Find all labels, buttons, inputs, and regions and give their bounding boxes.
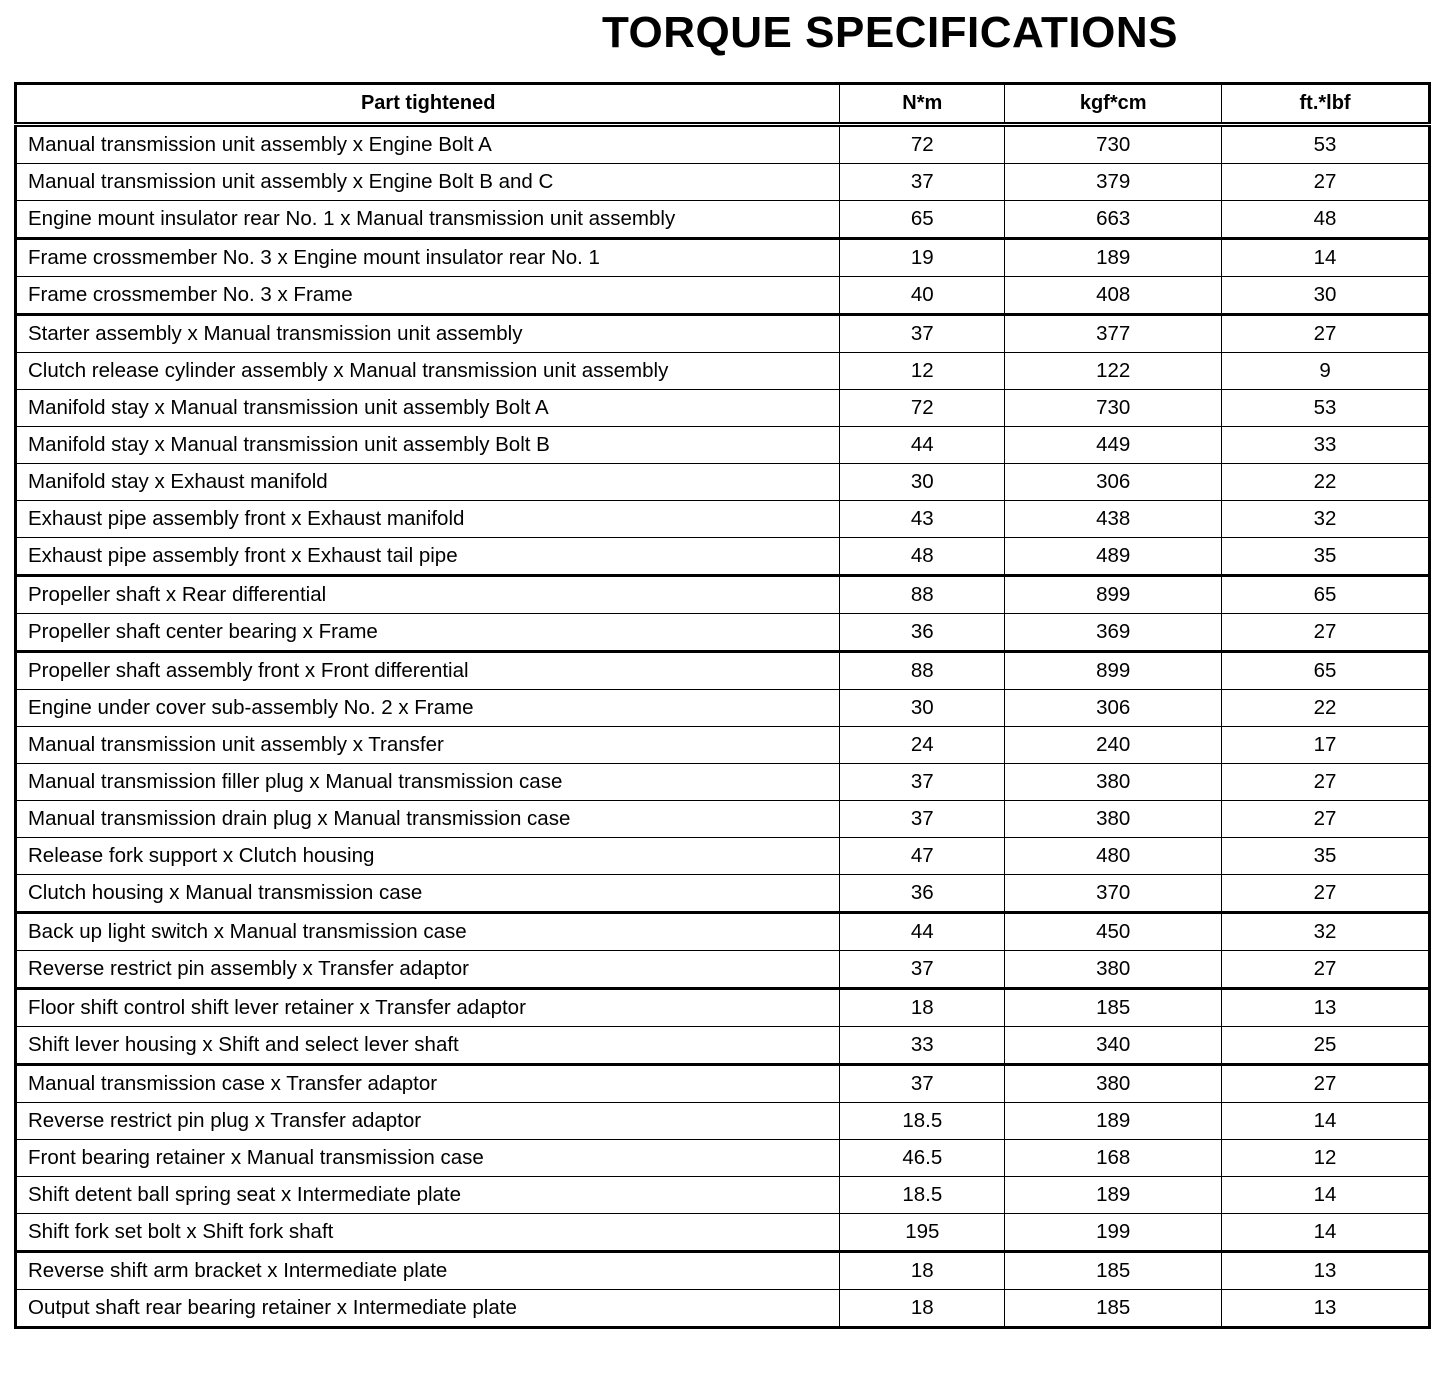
cell-ftlbf: 53 <box>1222 390 1430 427</box>
table-row <box>16 690 1430 727</box>
cell-kgfcm: 380 <box>1005 951 1222 989</box>
cell-ftlbf: 27 <box>1222 951 1430 989</box>
cell-ftlbf: 35 <box>1222 538 1430 576</box>
cell-nm: 37 <box>840 164 1005 201</box>
cell-kgfcm: 438 <box>1005 501 1222 538</box>
cell-nm: 40 <box>840 277 1005 315</box>
cell-nm: 18 <box>840 989 1005 1027</box>
table-row <box>16 164 1430 201</box>
table-row <box>16 1252 1430 1290</box>
cell-nm: 18 <box>840 1290 1005 1328</box>
cell-part: Exhaust pipe assembly front x Exhaust manifold <box>16 501 840 538</box>
table-row <box>16 1027 1430 1065</box>
cell-part: Engine under cover sub-assembly No. 2 x Frame <box>16 690 840 727</box>
cell-part: Propeller shaft x Rear differential <box>16 576 840 614</box>
cell-part: Shift lever housing x Shift and select lever shaft <box>16 1027 840 1065</box>
cell-ftlbf: 32 <box>1222 913 1430 951</box>
table-row <box>16 727 1430 764</box>
header-kgfcm: kgf*cm <box>1005 84 1222 125</box>
cell-kgfcm: 185 <box>1005 1252 1222 1290</box>
cell-ftlbf: 35 <box>1222 838 1430 875</box>
cell-kgfcm: 730 <box>1005 125 1222 164</box>
cell-part: Manual transmission unit assembly x Engine Bolt B and C <box>16 164 840 201</box>
cell-nm: 46.5 <box>840 1140 1005 1177</box>
cell-kgfcm: 240 <box>1005 727 1222 764</box>
cell-ftlbf: 14 <box>1222 1177 1430 1214</box>
table-row <box>16 614 1430 652</box>
cell-kgfcm: 449 <box>1005 427 1222 464</box>
header-ftlbf: ft.*lbf <box>1222 84 1430 125</box>
cell-kgfcm: 379 <box>1005 164 1222 201</box>
cell-kgfcm: 663 <box>1005 201 1222 239</box>
cell-part: Reverse restrict pin assembly x Transfer adaptor <box>16 951 840 989</box>
cell-part: Propeller shaft assembly front x Front differential <box>16 652 840 690</box>
header-part: Part tightened <box>16 84 840 125</box>
cell-part: Propeller shaft center bearing x Frame <box>16 614 840 652</box>
cell-nm: 18.5 <box>840 1103 1005 1140</box>
header-nm: N*m <box>840 84 1005 125</box>
cell-part: Shift detent ball spring seat x Intermediate plate <box>16 1177 840 1214</box>
cell-ftlbf: 32 <box>1222 501 1430 538</box>
cell-part: Manifold stay x Manual transmission unit assembly Bolt B <box>16 427 840 464</box>
cell-nm: 24 <box>840 727 1005 764</box>
cell-nm: 33 <box>840 1027 1005 1065</box>
cell-part: Back up light switch x Manual transmission case <box>16 913 840 951</box>
cell-nm: 19 <box>840 239 1005 277</box>
cell-nm: 18.5 <box>840 1177 1005 1214</box>
table-row <box>16 1065 1430 1103</box>
table-row <box>16 1103 1430 1140</box>
cell-kgfcm: 122 <box>1005 353 1222 390</box>
cell-kgfcm: 480 <box>1005 838 1222 875</box>
table-row <box>16 277 1430 315</box>
page-title: TORQUE SPECIFICATIONS <box>601 8 1179 57</box>
table-row <box>16 427 1430 464</box>
cell-ftlbf: 27 <box>1222 764 1430 801</box>
cell-kgfcm: 489 <box>1005 538 1222 576</box>
table-row <box>16 1214 1430 1252</box>
table-row <box>16 353 1430 390</box>
cell-part: Starter assembly x Manual transmission unit assembly <box>16 315 840 353</box>
cell-kgfcm: 306 <box>1005 690 1222 727</box>
cell-ftlbf: 30 <box>1222 277 1430 315</box>
cell-part: Clutch release cylinder assembly x Manual transmission unit assembly <box>16 353 840 390</box>
cell-nm: 18 <box>840 1252 1005 1290</box>
cell-part: Reverse restrict pin plug x Transfer adaptor <box>16 1103 840 1140</box>
cell-ftlbf: 27 <box>1222 1065 1430 1103</box>
cell-ftlbf: 14 <box>1222 1103 1430 1140</box>
cell-ftlbf: 9 <box>1222 353 1430 390</box>
cell-nm: 195 <box>840 1214 1005 1252</box>
cell-kgfcm: 899 <box>1005 652 1222 690</box>
cell-kgfcm: 899 <box>1005 576 1222 614</box>
cell-part: Manifold stay x Exhaust manifold <box>16 464 840 501</box>
cell-ftlbf: 13 <box>1222 1252 1430 1290</box>
cell-part: Frame crossmember No. 3 x Engine mount insulator rear No. 1 <box>16 239 840 277</box>
cell-nm: 44 <box>840 913 1005 951</box>
cell-part: Reverse shift arm bracket x Intermediate plate <box>16 1252 840 1290</box>
cell-nm: 37 <box>840 315 1005 353</box>
table-row <box>16 838 1430 875</box>
table-row <box>16 1177 1430 1214</box>
table-row <box>16 239 1430 277</box>
cell-ftlbf: 27 <box>1222 875 1430 913</box>
cell-part: Shift fork set bolt x Shift fork shaft <box>16 1214 840 1252</box>
cell-ftlbf: 13 <box>1222 1290 1430 1328</box>
cell-nm: 12 <box>840 353 1005 390</box>
cell-part: Clutch housing x Manual transmission case <box>16 875 840 913</box>
cell-nm: 72 <box>840 125 1005 164</box>
cell-nm: 30 <box>840 690 1005 727</box>
table-row <box>16 315 1430 353</box>
cell-part: Frame crossmember No. 3 x Frame <box>16 277 840 315</box>
cell-part: Exhaust pipe assembly front x Exhaust tail pipe <box>16 538 840 576</box>
cell-nm: 88 <box>840 576 1005 614</box>
cell-ftlbf: 27 <box>1222 164 1430 201</box>
cell-kgfcm: 340 <box>1005 1027 1222 1065</box>
table-row <box>16 390 1430 427</box>
cell-kgfcm: 185 <box>1005 1290 1222 1328</box>
table-row <box>16 538 1430 576</box>
cell-part: Manifold stay x Manual transmission unit assembly Bolt A <box>16 390 840 427</box>
cell-nm: 47 <box>840 838 1005 875</box>
cell-ftlbf: 13 <box>1222 989 1430 1027</box>
cell-kgfcm: 380 <box>1005 764 1222 801</box>
cell-kgfcm: 185 <box>1005 989 1222 1027</box>
cell-nm: 72 <box>840 390 1005 427</box>
cell-ftlbf: 12 <box>1222 1140 1430 1177</box>
table-row <box>16 875 1430 913</box>
cell-ftlbf: 14 <box>1222 1214 1430 1252</box>
cell-kgfcm: 369 <box>1005 614 1222 652</box>
cell-kgfcm: 189 <box>1005 1103 1222 1140</box>
cell-nm: 65 <box>840 201 1005 239</box>
cell-ftlbf: 14 <box>1222 239 1430 277</box>
cell-kgfcm: 306 <box>1005 464 1222 501</box>
cell-ftlbf: 22 <box>1222 464 1430 501</box>
table-header-row <box>16 84 1430 125</box>
cell-nm: 36 <box>840 875 1005 913</box>
cell-nm: 44 <box>840 427 1005 464</box>
cell-nm: 37 <box>840 951 1005 989</box>
cell-kgfcm: 408 <box>1005 277 1222 315</box>
cell-ftlbf: 17 <box>1222 727 1430 764</box>
cell-part: Engine mount insulator rear No. 1 x Manual transmission unit assembly <box>16 201 840 239</box>
cell-kgfcm: 189 <box>1005 1177 1222 1214</box>
cell-part: Front bearing retainer x Manual transmission case <box>16 1140 840 1177</box>
cell-ftlbf: 25 <box>1222 1027 1430 1065</box>
table-row <box>16 764 1430 801</box>
table-row <box>16 125 1430 164</box>
cell-ftlbf: 27 <box>1222 801 1430 838</box>
cell-kgfcm: 370 <box>1005 875 1222 913</box>
table-row <box>16 989 1430 1027</box>
cell-ftlbf: 48 <box>1222 201 1430 239</box>
cell-nm: 30 <box>840 464 1005 501</box>
cell-part: Manual transmission unit assembly x Engine Bolt A <box>16 125 840 164</box>
cell-kgfcm: 730 <box>1005 390 1222 427</box>
table-row <box>16 1290 1430 1328</box>
cell-kgfcm: 199 <box>1005 1214 1222 1252</box>
cell-kgfcm: 189 <box>1005 239 1222 277</box>
cell-ftlbf: 53 <box>1222 125 1430 164</box>
cell-part: Floor shift control shift lever retainer x Transfer adaptor <box>16 989 840 1027</box>
cell-nm: 88 <box>840 652 1005 690</box>
cell-ftlbf: 65 <box>1222 576 1430 614</box>
cell-kgfcm: 380 <box>1005 801 1222 838</box>
cell-kgfcm: 450 <box>1005 913 1222 951</box>
table-row <box>16 501 1430 538</box>
cell-nm: 36 <box>840 614 1005 652</box>
cell-part: Manual transmission filler plug x Manual transmission case <box>16 764 840 801</box>
cell-nm: 37 <box>840 764 1005 801</box>
table-row <box>16 1140 1430 1177</box>
cell-part: Output shaft rear bearing retainer x Intermediate plate <box>16 1290 840 1328</box>
cell-ftlbf: 27 <box>1222 614 1430 652</box>
cell-nm: 48 <box>840 538 1005 576</box>
cell-nm: 37 <box>840 1065 1005 1103</box>
table-row <box>16 913 1430 951</box>
cell-ftlbf: 65 <box>1222 652 1430 690</box>
cell-nm: 37 <box>840 801 1005 838</box>
cell-part: Manual transmission case x Transfer adaptor <box>16 1065 840 1103</box>
table-row <box>16 201 1430 239</box>
table-row <box>16 951 1430 989</box>
cell-nm: 43 <box>840 501 1005 538</box>
cell-ftlbf: 22 <box>1222 690 1430 727</box>
cell-kgfcm: 380 <box>1005 1065 1222 1103</box>
table-row <box>16 576 1430 614</box>
cell-ftlbf: 27 <box>1222 315 1430 353</box>
table-row <box>16 652 1430 690</box>
cell-kgfcm: 377 <box>1005 315 1222 353</box>
table-row <box>16 464 1430 501</box>
torque-spec-table <box>14 82 1431 1329</box>
cell-part: Manual transmission unit assembly x Transfer <box>16 727 840 764</box>
cell-part: Release fork support x Clutch housing <box>16 838 840 875</box>
cell-kgfcm: 168 <box>1005 1140 1222 1177</box>
cell-part: Manual transmission drain plug x Manual transmission case <box>16 801 840 838</box>
cell-ftlbf: 33 <box>1222 427 1430 464</box>
table-row <box>16 801 1430 838</box>
